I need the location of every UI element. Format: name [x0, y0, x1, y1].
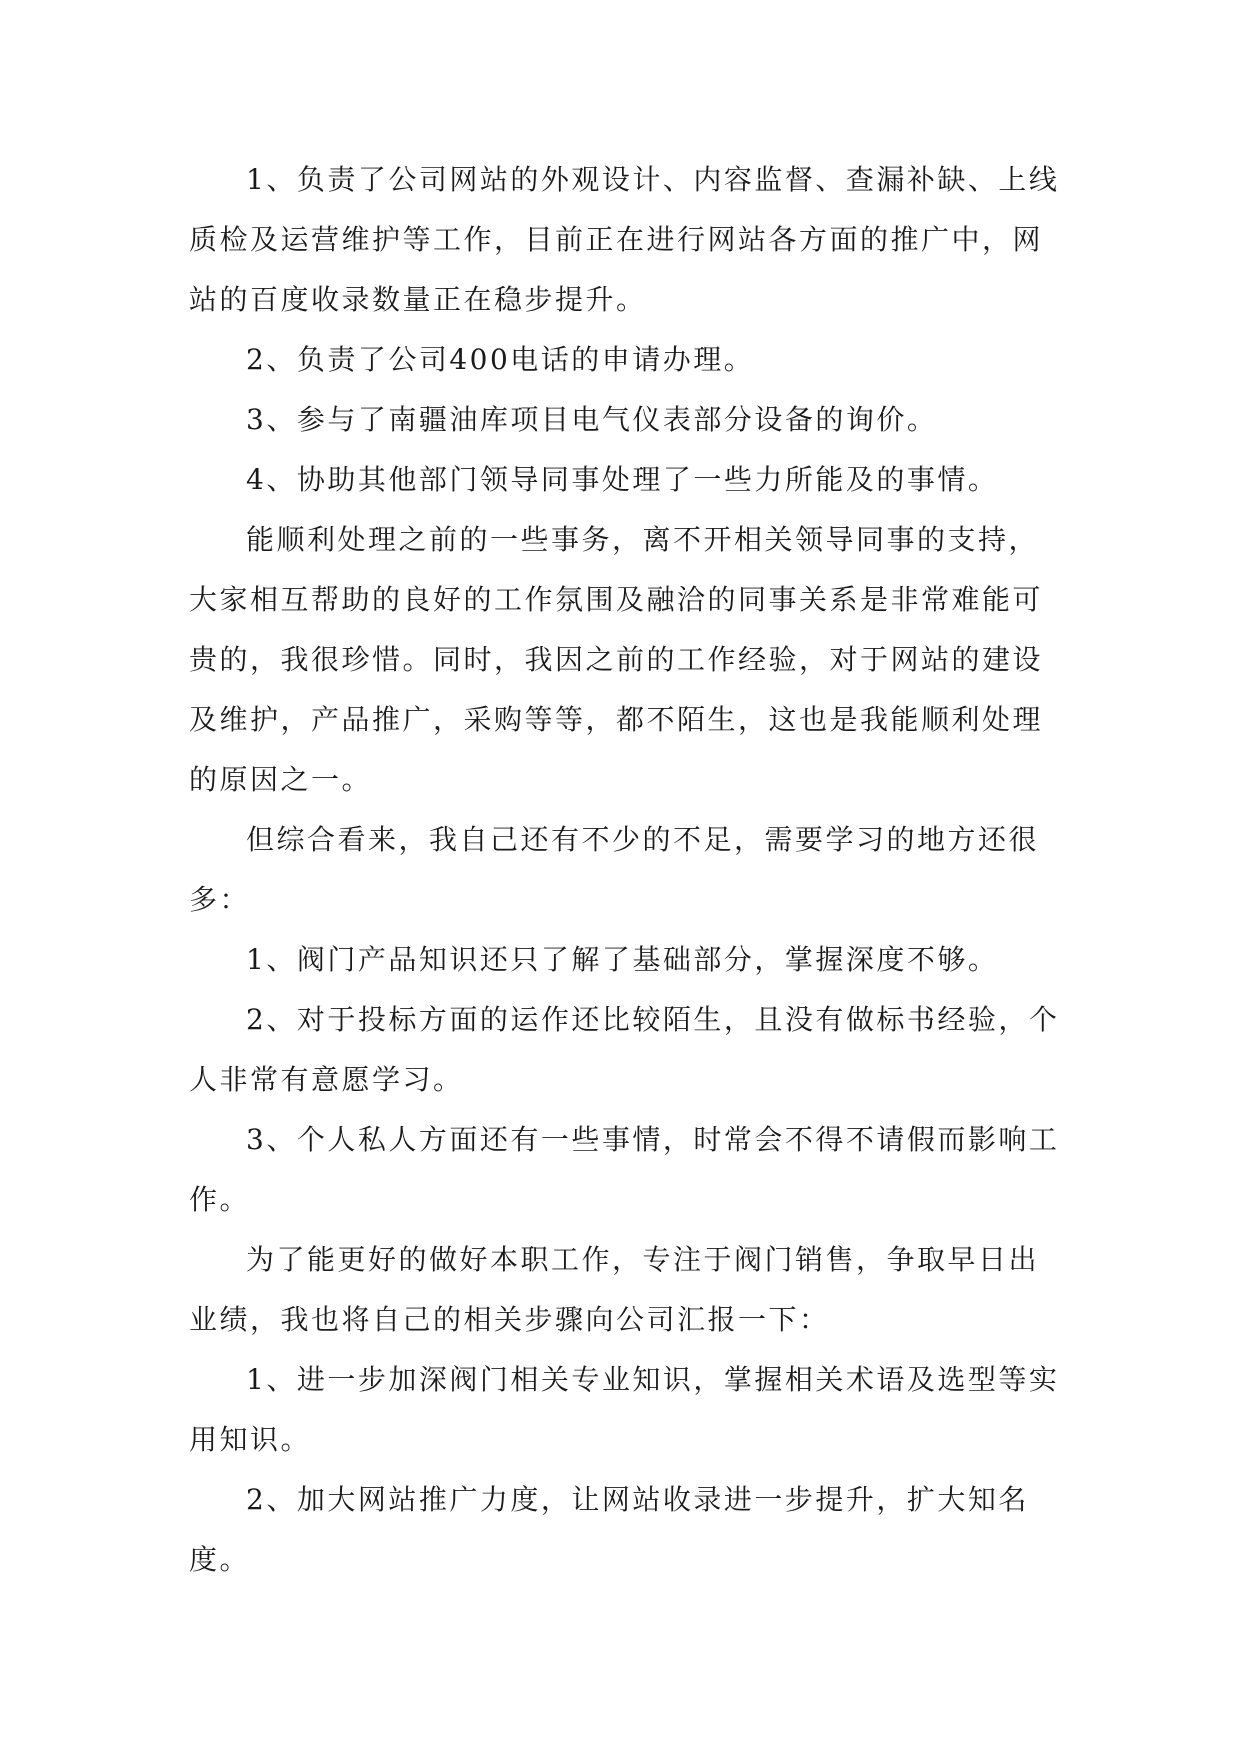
paragraph-4: 4、协助其他部门领导同事处理了一些力所能及的事情。	[246, 463, 999, 496]
paragraph-3: 3、参与了南疆油库项目电气仪表部分设备的询价。	[246, 403, 938, 436]
paragraph-12: 2、加大网站推广力度，让网站收录进一步提升，扩大知名度。	[189, 1483, 1029, 1576]
paragraph-6: 但综合看来，我自己还有不少的不足，需要学习的地方还很多：	[189, 823, 1040, 916]
paragraph-1: 1、负责了公司网站的外观设计、内容监督、查漏补缺、上线质检及运营维护等工作，目前正在进行网站各方面的推广中，网站的百度收录数量正在稳步提升。	[189, 163, 1060, 316]
paragraph-9: 3、个人私人方面还有一些事情，时常会不得不请假而影响工作。	[189, 1123, 1060, 1216]
paragraph-10: 为了能更好的做好本职工作，专注于阀门销售，争取早日出业绩，我也将自己的相关步骤向公司汇报一下：	[189, 1243, 1040, 1336]
paragraph-5: 能顺利处理之前的一些事务，离不开相关领导同事的支持，大家相互帮助的良好的工作氛围及融洽的同事关系是非常难能可贵的，我很珍惜。同时，我因之前的工作经验，对于网站的建设及维护，产品推广，采购等等，都不陌生，这也是我能顺利处理的原因之一。	[189, 523, 1044, 796]
paragraph-11: 1、进一步加深阀门相关专业知识，掌握相关术语及选型等实用知识。	[189, 1363, 1060, 1456]
paragraph-7: 1、阀门产品知识还只了解了基础部分，掌握深度不够。	[246, 943, 999, 976]
paragraph-8: 2、对于投标方面的运作还比较陌生，且没有做标书经验，个人非常有意愿学习。	[189, 1003, 1060, 1096]
paragraph-2: 2、负责了公司400电话的申请办理。	[246, 343, 755, 376]
